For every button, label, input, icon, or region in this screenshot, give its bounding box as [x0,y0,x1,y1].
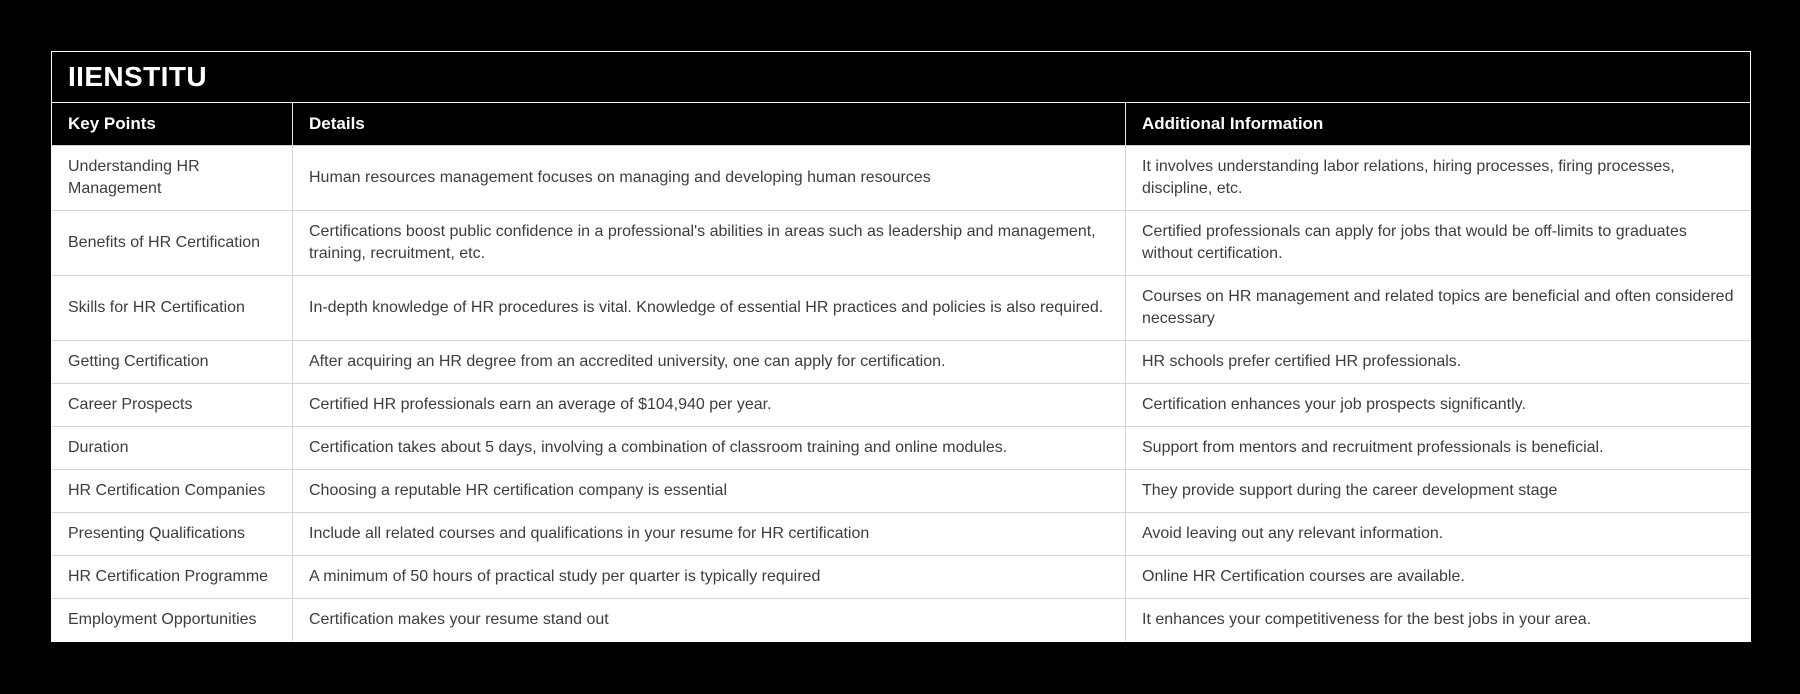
table-head [52,52,1750,146]
cell-details: A minimum of 50 hours of practical study per quarter is typically required [293,556,1126,599]
cell-key-point: Benefits of HR Certification [52,211,293,276]
cell-key-point: Skills for HR Certification [52,276,293,341]
cell-key-point: HR Certification Companies [52,470,293,513]
table-row [52,513,1750,556]
column-header-details: Details [293,103,1126,146]
cell-additional-info: Avoid leaving out any relevant information. [1126,513,1750,556]
title-row [52,52,1750,103]
cell-additional-info: It involves understanding labor relations, hiring processes, firing processes, discipline, etc. [1126,146,1750,211]
cell-additional-info: Courses on HR management and related topics are beneficial and often considered necessary [1126,276,1750,341]
cell-details: Certified HR professionals earn an average of $104,940 per year. [293,384,1126,427]
table-row [52,276,1750,341]
cell-key-point: HR Certification Programme [52,556,293,599]
cell-details: In-depth knowledge of HR procedures is vital. Knowledge of essential HR practices and policies is also required. [293,276,1126,341]
cell-key-point: Career Prospects [52,384,293,427]
cell-details: After acquiring an HR degree from an accredited university, one can apply for certification. [293,341,1126,384]
table-row [52,146,1750,211]
table-row [52,599,1750,641]
table-title: IIENSTITU [52,52,1750,103]
cell-additional-info: It enhances your competitiveness for the best jobs in your area. [1126,599,1750,641]
cell-additional-info: HR schools prefer certified HR professionals. [1126,341,1750,384]
cell-additional-info: They provide support during the career development stage [1126,470,1750,513]
cell-additional-info: Certification enhances your job prospects significantly. [1126,384,1750,427]
column-header-key-points: Key Points [52,103,293,146]
hr-certification-table [51,51,1751,642]
cell-additional-info: Online HR Certification courses are available. [1126,556,1750,599]
cell-key-point: Employment Opportunities [52,599,293,641]
table-row [52,341,1750,384]
cell-key-point: Understanding HR Management [52,146,293,211]
cell-key-point: Duration [52,427,293,470]
column-header-row [52,103,1750,146]
cell-details: Certification takes about 5 days, involving a combination of classroom training and online modules. [293,427,1126,470]
cell-additional-info: Support from mentors and recruitment professionals is beneficial. [1126,427,1750,470]
column-header-additional-information: Additional Information [1126,103,1750,146]
table-row [52,470,1750,513]
cell-details: Human resources management focuses on managing and developing human resources [293,146,1126,211]
cell-key-point: Getting Certification [52,341,293,384]
table-row [52,211,1750,276]
cell-details: Certification makes your resume stand out [293,599,1126,641]
cell-details: Include all related courses and qualifications in your resume for HR certification [293,513,1126,556]
table-row [52,384,1750,427]
cell-details: Certifications boost public confidence in a professional's abilities in areas such as leadership and management, training, recruitment, etc. [293,211,1126,276]
cell-details: Choosing a reputable HR certification company is essential [293,470,1126,513]
cell-key-point: Presenting Qualifications [52,513,293,556]
cell-additional-info: Certified professionals can apply for jobs that would be off-limits to graduates without certification. [1126,211,1750,276]
table-row [52,556,1750,599]
table-body [52,146,1750,641]
table-row [52,427,1750,470]
